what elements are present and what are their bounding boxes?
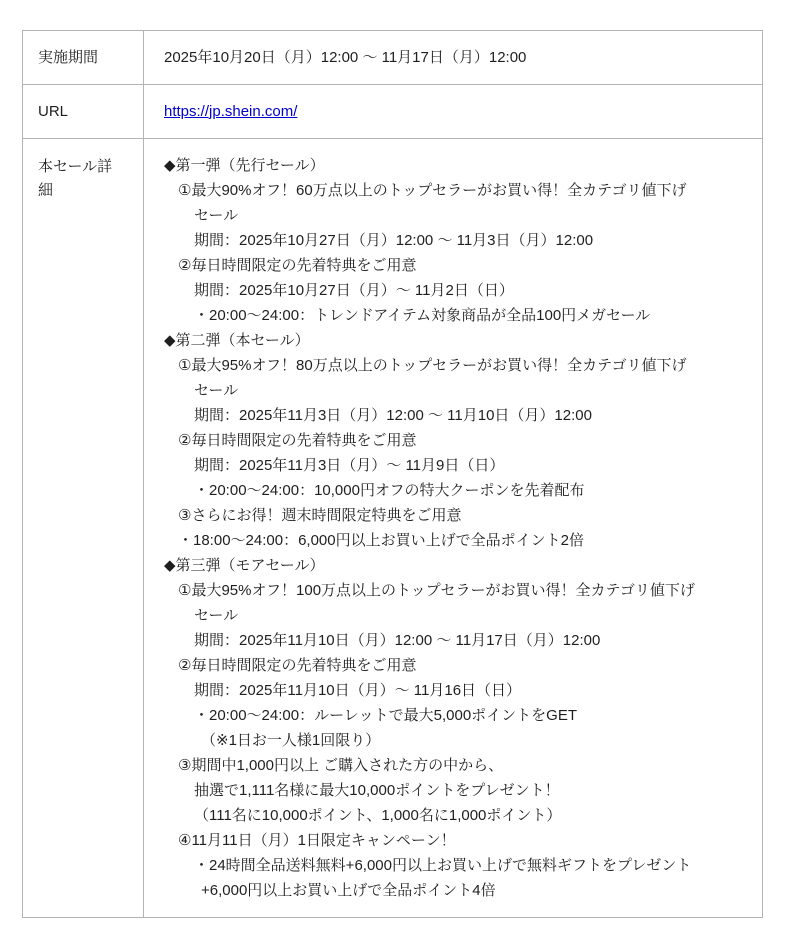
detail-line: ②毎日時間限定の先着特典をご用意 [178,257,417,274]
row-label-url: URL [23,85,144,139]
detail-line: 期間：2025年11月3日（月）12:00 ～ 11月10日（月）12:00 [194,407,592,424]
detail-line: +6,000円以上お買い上げで全品ポイント4倍 [201,882,496,899]
info-table-body [23,31,763,918]
row-value-period: 2025年10月20日（月）12:00 ～ 11月17日（月）12:00 [144,31,763,85]
detail-line: 期間：2025年10月27日（月）～ 11月2日（日） [194,282,514,299]
detail-line: ④11月11日（月）1日限定キャンペーン！ [178,832,456,849]
sale-info-table [22,30,763,918]
detail-line: セール [194,207,239,224]
detail-line: ②毎日時間限定の先着特典をご用意 [178,657,417,674]
detail-line: 期間：2025年11月3日（月）～ 11月9日（日） [194,457,505,474]
detail-line: （※1日お一人様1回限り） [201,732,381,749]
detail-line: ②毎日時間限定の先着特典をご用意 [178,432,417,449]
row-label-details: 本セール詳細 [23,139,144,918]
detail-line: ①最大95%オフ！80万点以上のトップセラーがお買い得！全カテゴリ値下げ [178,357,687,374]
detail-line: ・20:00～24:00：ルーレットで最大5,000ポイントをGET [194,707,577,724]
sale-url-link[interactable]: https://jp.shein.com/ [164,102,298,120]
detail-line: ・20:00～24:00：10,000円オフの特大クーポンを先着配布 [194,482,585,499]
table-row-period [23,31,763,85]
detail-line: セール [194,607,239,624]
detail-line: 期間：2025年11月10日（月）～ 11月16日（日） [194,682,522,699]
detail-line: ①最大95%オフ！100万点以上のトップセラーがお買い得！全カテゴリ値下げ [178,582,695,599]
row-value-url [144,85,763,139]
row-label-period: 実施期間 [23,31,144,85]
detail-line: ◆第一弾（先行セール） [164,157,325,174]
detail-line: ◆第二弾（本セール） [164,332,310,349]
detail-line: ③さらにお得！週末時間限定特典をご用意 [178,507,462,524]
detail-line: セール [194,382,239,399]
table-row-details [23,139,763,918]
detail-line: ◆第三弾（モアセール） [164,557,325,574]
detail-line: ・24時間全品送料無料+6,000円以上お買い上げで無料ギフトをプレゼント [194,857,692,874]
detail-line: ③期間中1,000円以上 ご購入された方の中から、 [178,757,504,774]
detail-line: ・20:00～24:00：トレンドアイテム対象商品が全品100円メガセール [194,307,651,324]
row-value-details [144,139,763,918]
detail-line: ・18:00～24:00：6,000円以上お買い上げで全品ポイント2倍 [178,532,584,549]
table-row-url [23,85,763,139]
detail-line: ①最大90%オフ！60万点以上のトップセラーがお買い得！全カテゴリ値下げ [178,182,687,199]
detail-line: 抽選で1,111名様に最大10,000ポイントをプレゼント！ [194,782,560,799]
detail-line: 期間：2025年10月27日（月）12:00 ～ 11月3日（月）12:00 [194,232,594,249]
detail-line: 期間：2025年11月10日（月）12:00 ～ 11月17日（月）12:00 [194,632,601,649]
detail-line: （111名に10,000ポイント、1,000名に1,000ポイント） [194,807,562,824]
